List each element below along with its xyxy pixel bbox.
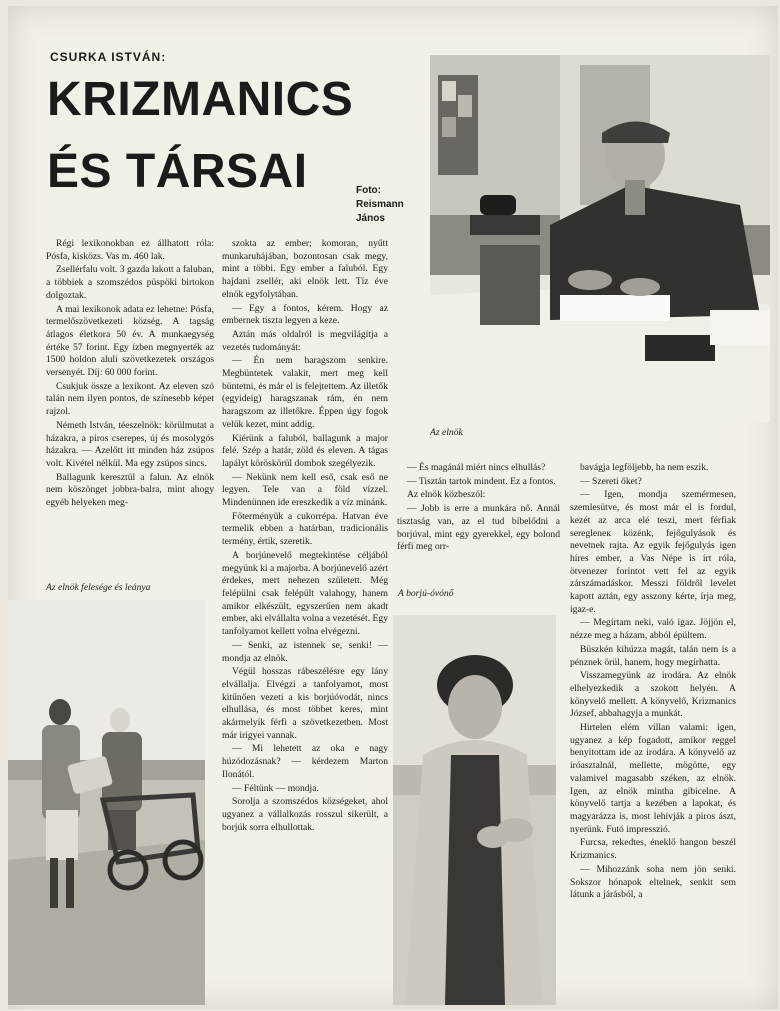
paragraph: Visszamegyünk az irodára. Az elnök elhelyezkedik a szokott helyén. A könyvelő mellett. A könyvelő, Krizmanics József, abbahagyja a munkát. [570, 670, 736, 720]
paragraph: Hirtelen elém villan valami: igen, ugyanez a kép fogadott, amikor reggel benyitottam ide az irodára. A könyvelő az íróasztalnál, mellette, mögötte, egy valamivel magasabb széken, az elnök. Igen, az elnök mintha gibicelne. A könyvelő tartja a kezében a lapokat, és magyarázza is, most lehívják a piros ászt, nyerünk. Futó impresszió. [570, 722, 736, 835]
paragraph: Büszkén kihúzza magát, talán nem is a pénznek örül, hanem, hogy megírhatta. [570, 643, 736, 668]
paragraph: — És magánál miért nincs elhullás? [407, 462, 546, 473]
photo-credit [356, 184, 426, 226]
paragraph: — Egy a fontos, kérem. Hogy az embernek tiszta legyen a keze. [222, 302, 388, 327]
paragraph: — Tisztán tartok mindent. Ez a fontos. [407, 475, 556, 487]
caption-top-photo: Az elnök [430, 427, 463, 438]
paragraph: Aztán más oldalról is megvilágítja a vezetés tudományát: [222, 328, 388, 353]
photo-credit-label: Foto: [356, 185, 381, 196]
paragraph: Főterményük a cukorrépa. Hatvan éve termelik ebben a határban, tradicionális termény, értik, szeretik. [222, 510, 388, 548]
paragraph: — Mi lehetett az oka e nagy húzódozásnak? — kérdezem Marton Ilonától. [222, 743, 388, 780]
paragraph: Zsellérfalu volt. 3 gazda lakott a faluban, a többiek a szomszédos püspöki birtokon dolgoztak. [46, 264, 214, 301]
paragraph: — Megírtam neki, való igaz. Jöjjön el, nézze meg a házam, abból épültem. [570, 617, 736, 642]
paragraph: Ballagunk keresztül a falun. Az elnök nem köszönget jobbra-balra, mint ahogy egyéb helyeken meg- [46, 471, 214, 509]
paragraph: — Senki, az istennek se, senki! — mondja az elnök. [222, 639, 388, 664]
paragraph: Az elnök közbeszól: [407, 489, 486, 501]
photo-credit-name-1: Reismann [356, 199, 404, 210]
paragraph: — Én nem haragszom senkire. Megbüntetek valakit, mert meg kell büntetni, és már el is felejtettem. Az illetők (egyideig) haragszanak rám, én nem haragszom az illetőkre. Éppen úgy fogok velük kezet, mint addig. [222, 355, 388, 430]
paragraph: szokta az ember; komoran, nyűtt munkaruhájában, bozontosan csak megy, mint a többi. Egy ember a faluból. Egy hajdani zsellér, aki elnök lett. Tíz éve elnök egyfolytában. [222, 238, 388, 300]
paragraph: — Igen, mondja szemérmesen, szemlesütve, és most már el is fordul, kezét az arca elé teszi, mert férfiak seregleneк közénk, fejőgulyások és nevetnek rajta. Az egyik fejőgulyás igen híres ember, a Vas Népe is írt róla, ötvenezer forintot vett fel az egyik zárszámadáskor. Messzi földről levelet kapott aztán, egy asszony kérte, írja meg, igaz-e. [570, 489, 736, 615]
paragraph: Sorolja a szomszédos községeket, ahol ugyanez a vállalkozás rosszul sikerült, a borjúk sorra elhullottak. [222, 796, 388, 833]
paragraph: — Mihozzánk soha nem jön senki. Sokszor hónapok eltelnek, senkit sem látunk a járásból, a [570, 863, 736, 901]
headline-line-2: ÉS TÁRSAI [47, 145, 308, 198]
text-column-1 [46, 238, 214, 511]
photo-credit-name-2: János [356, 213, 385, 224]
paragraph: Végül hosszas rábeszélésre egy lány elvállalja. Elvégzi a tanfolyamot, most kitűnően vezeti a kis borjúóvodát, nincs elhullása, és most többet keres, mint akármelyik férfi a szövetkezetben. Most már irigyei vannak. [222, 666, 388, 741]
paragraph: Csukjuk össze a lexikont. Az eleven szó talán nem ilyen pontos, de színesebb képet rajzol. [46, 380, 214, 418]
paragraph: Kiérünk a faluból, ballagunk a major felé. Szép a határ, zöld és eleven. A tágas lapályt köröskörül dombok szegélyezik. [222, 432, 388, 469]
paragraph: — Jobb is erre a munkára nő. Annál tisztaság van, az el tud bíbelődni a borjúval, mint egy gyerekkel, egy bolond férfi meg orr- [397, 503, 560, 553]
text-column-4 [570, 462, 736, 903]
paragraph: A mai lexikonok adata ez lehetne: Pósfa, termelőszövetkezeti község. A tagság átlagos életkora 50 év. A munkaegység értéke 57 forint. Egy ízben megnyerték az 1500 holdon aluli szövetkezetek országos versenyét. Díj: 60 000 forint. [46, 303, 214, 379]
paragraph: — Nekünk nem kell eső, csak eső ne legyen. Tele van a föld vízzel. Mindenünnen ide ereszkedik a víz minánk. [222, 471, 388, 509]
text-column-2 [222, 238, 388, 835]
paragraph: Furcsa, rekedtes, éneklő hangon beszél Krizmanics. [570, 837, 736, 862]
paragraph: A borjúnevelő megtekintése céljából megyünk ki a majorba. A borjúnevelő azért érdekes, mert nehezen született. Még felépülni csak felépült valahogy, hanem amikor elkészült, egyszerűen nem akadt ember, aki elvállalta volna a vezetését. Egy tanfolyamot kellett volna elvégezni. [222, 549, 388, 638]
paragraph: — Szereti őket? [580, 475, 642, 487]
caption-middle-photo: A borjú-óvónő [398, 588, 454, 599]
caption-left-photo: Az elnök felesége és leánya [46, 582, 151, 593]
author-byline: CSURKA ISTVÁN: [50, 50, 167, 64]
paragraph: — Féltünk — mondja. [232, 782, 319, 794]
paragraph: bavágja legföljebb, ha nem eszik. [580, 462, 709, 473]
photo-wife-and-daughter [8, 600, 205, 1005]
text-column-3 [397, 462, 560, 555]
paragraph: Németh István, téeszelnök: körülmutat a házakra, a piros cserepes, új és mosolygós házakra. — Azelőtt itt minden ház zsúpos volt. Kivétel nélkül. Ma egy zsúpos sincs. [46, 419, 214, 469]
photo-calf-nurse [393, 615, 556, 1005]
photo-office-chairman [430, 55, 770, 422]
paragraph: Régi lexikonokban ez állhatott róla: Pósfa, kisközs. Vas m. 460 lak. [46, 238, 214, 262]
headline-line-1: KRIZMANICS [47, 73, 354, 126]
